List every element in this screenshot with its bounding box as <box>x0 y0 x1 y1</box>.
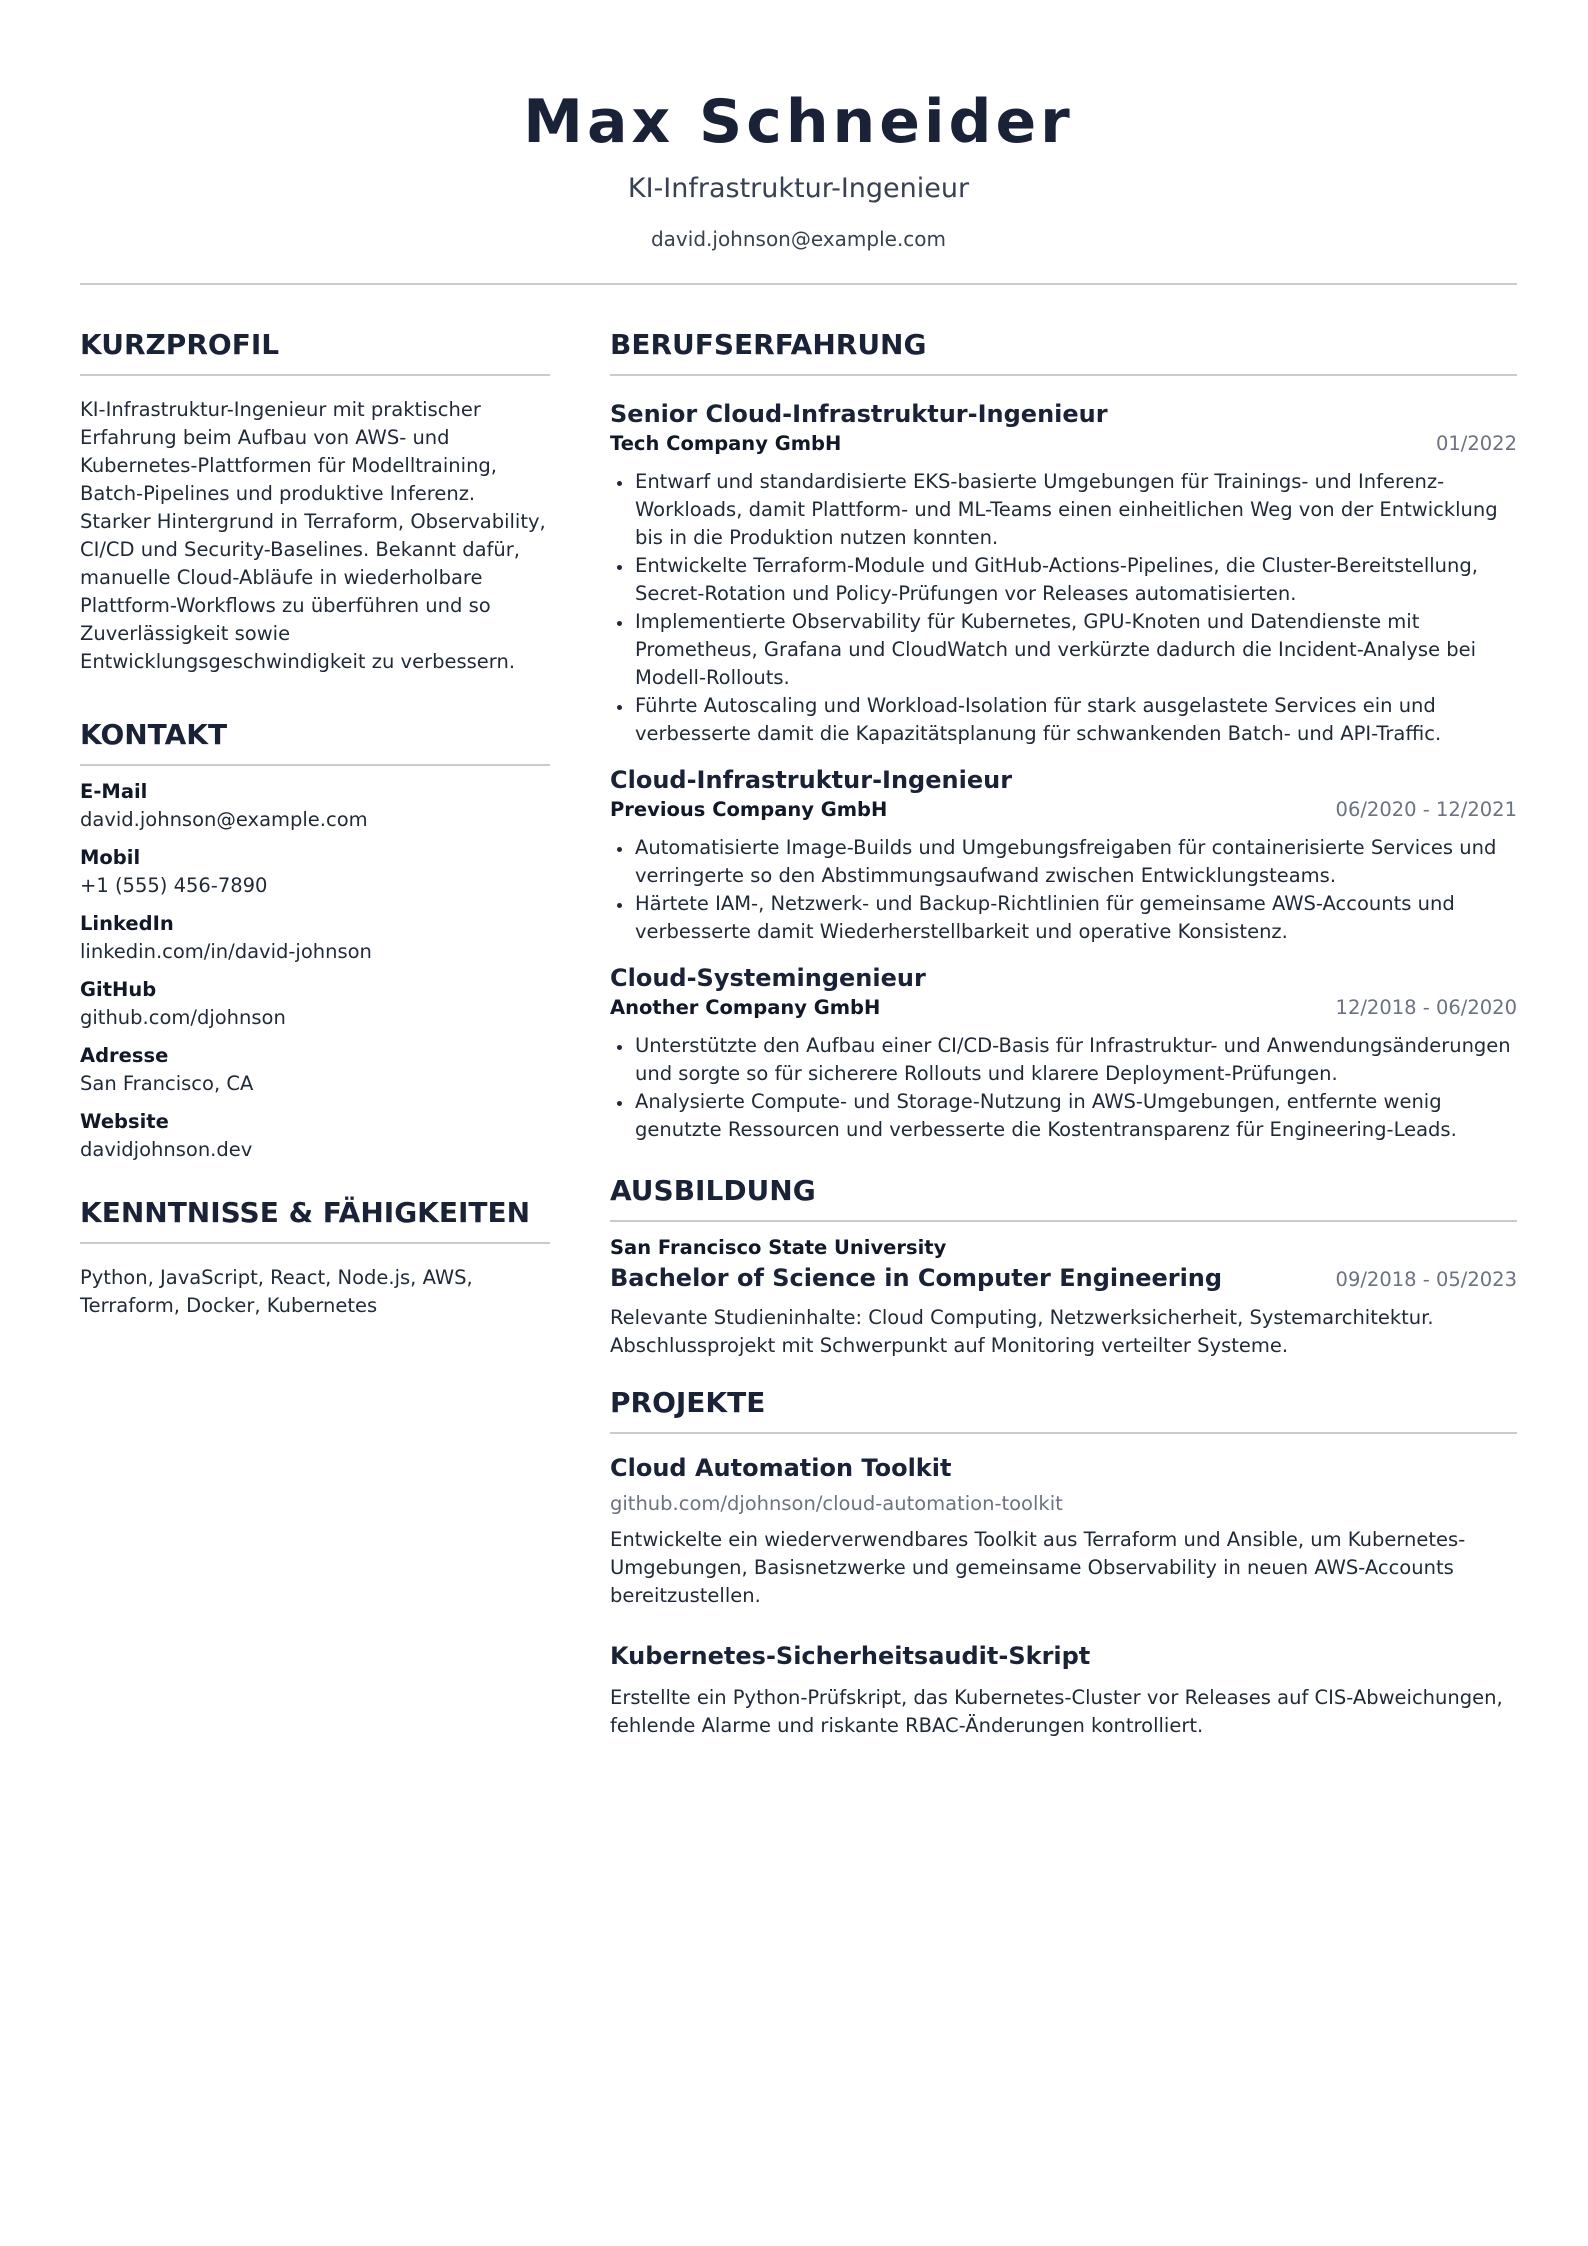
education-date: 09/2018 - 05/2023 <box>1335 1268 1517 1291</box>
job-entry <box>610 962 1517 1144</box>
summary-section <box>80 326 550 676</box>
right-column <box>610 326 1517 1740</box>
contact-github[interactable]: github.com/djohnson <box>80 1006 286 1029</box>
list-item: Härtete IAM-, Netzwerk- und Backup-Richtlinien für gemeinsame AWS-Accounts und verbesserte damit Wiederherstellbarkeit und operative Konsistenz. <box>635 890 1517 946</box>
list-item: Automatisierte Image-Builds und Umgebungsfreigaben für containerisierte Services und verringerte so den Abstimmungsaufwand zwischen Entwicklungsteams. <box>635 834 1517 890</box>
education-section <box>610 1172 1517 1360</box>
contact-label: E-Mail <box>80 780 148 803</box>
job-bullets <box>610 1032 1517 1144</box>
contact-email[interactable]: david.johnson@example.com <box>80 808 368 831</box>
candidate-name: Max Schneider <box>523 87 1074 157</box>
education-text: Relevante Studieninhalte: Cloud Computing, Netzwerksicherheit, Systemarchitektur. Abschlussprojekt mit Schwerpunkt auf Monitoring verteilter Systeme. <box>610 1306 1434 1357</box>
contact-section <box>80 716 550 1164</box>
job-date: 01/2022 <box>1435 432 1517 455</box>
resume-header <box>80 84 1517 252</box>
contact-label: LinkedIn <box>80 912 174 935</box>
list-item: Unterstützte den Aufbau einer CI/CD-Basis für Infrastruktur- und Anwendungsänderungen und sorgte so für sicherere Rollouts und klarere Deployment-Prüfungen. <box>635 1032 1517 1088</box>
list-item: Implementierte Observability für Kubernetes, GPU-Knoten und Datendienste mit Prometheus, Grafana und CloudWatch und verkürzte dadurch die Incident-Analyse bei Modell-Rollouts. <box>635 608 1517 692</box>
job-date: 12/2018 - 06/2020 <box>1335 996 1517 1019</box>
left-column <box>80 326 550 1320</box>
contact-item <box>80 1108 550 1164</box>
job-title: Cloud-Infrastruktur-Ingenieur <box>610 766 1013 794</box>
job-meta <box>610 796 1517 824</box>
header-email[interactable]: david.johnson@example.com <box>650 227 947 251</box>
contact-linkedin[interactable]: linkedin.com/in/david-johnson <box>80 940 372 963</box>
contact-item <box>80 778 550 834</box>
contact-item <box>80 1042 550 1098</box>
section-heading-contact: KONTAKT <box>80 716 550 766</box>
section-heading-education: AUSBILDUNG <box>610 1172 1517 1222</box>
job-company: Previous Company GmbH <box>610 798 888 821</box>
job-entry <box>610 764 1517 946</box>
contact-label: Website <box>80 1110 169 1133</box>
project-text: Erstellte ein Python-Prüfskript, das Kubernetes-Cluster vor Releases auf CIS-Abweichungen, fehlende Alarme und riskante RBAC-Änderungen kontrolliert. <box>610 1686 1503 1737</box>
contact-item <box>80 910 550 966</box>
job-meta <box>610 994 1517 1022</box>
contact-website[interactable]: davidjohnson.dev <box>80 1138 253 1161</box>
skills-section <box>80 1194 550 1320</box>
job-bullets <box>610 834 1517 946</box>
job-meta <box>610 430 1517 458</box>
education-row <box>610 1262 1517 1294</box>
experience-section <box>610 326 1517 1144</box>
candidate-title: KI-Infrastruktur-Ingenieur <box>627 173 970 204</box>
project-entry <box>610 1452 1517 1610</box>
education-degree: Bachelor of Science in Computer Engineering <box>610 1264 1223 1292</box>
project-text: Entwickelte ein wiederverwendbares Toolkit aus Terraform und Ansible, um Kubernetes-Umgebungen, Basisnetzwerke und gemeinsame Observability in neuen AWS-Accounts bereitzustellen. <box>610 1528 1466 1607</box>
contact-item <box>80 844 550 900</box>
contact-label: Mobil <box>80 846 141 869</box>
job-entry <box>610 398 1517 748</box>
job-date: 06/2020 - 12/2021 <box>1335 798 1517 821</box>
contact-label: GitHub <box>80 978 157 1001</box>
project-link[interactable]: github.com/djohnson/cloud-automation-toolkit <box>610 1492 1063 1515</box>
projects-section <box>610 1384 1517 1740</box>
list-item: Entwarf und standardisierte EKS-basierte Umgebungen für Trainings- und Inferenz-Workloads, damit Plattform- und ML-Teams einen einheitlichen Weg von der Entwicklung bis in die Produktion nutzen konnten. <box>635 468 1517 552</box>
job-company: Tech Company GmbH <box>610 432 842 455</box>
list-item: Entwickelte Terraform-Module und GitHub-Actions-Pipelines, die Cluster-Bereitstellung, Secret-Rotation und Policy-Prüfungen vor Releases automatisierten. <box>635 552 1517 608</box>
education-school: San Francisco State University <box>610 1236 947 1259</box>
job-title: Senior Cloud-Infrastruktur-Ingenieur <box>610 400 1108 428</box>
list-item: Führte Autoscaling und Workload-Isolation für stark ausgelastete Services ein und verbesserte damit die Kapazitätsplanung für schwankenden Batch- und API-Traffic. <box>635 692 1517 748</box>
job-title: Cloud-Systemingenieur <box>610 964 926 992</box>
contact-item <box>80 976 550 1032</box>
skills-text: Python, JavaScript, React, Node.js, AWS, Terraform, Docker, Kubernetes <box>80 1266 473 1317</box>
header-divider <box>80 283 1517 285</box>
contact-label: Adresse <box>80 1044 169 1067</box>
project-entry <box>610 1640 1517 1740</box>
contact-phone[interactable]: +1 (555) 456-7890 <box>80 874 268 897</box>
project-title: Kubernetes-Sicherheitsaudit-Skript <box>610 1642 1091 1670</box>
summary-text: KI-Infrastruktur-Ingenieur mit praktischer Erfahrung beim Aufbau von AWS- und Kubernetes-Plattformen für Modelltraining, Batch-Pipelines und produktive Inferenz. Starker Hintergrund in Terraform, Observability, CI/CD und Security-Baselines. Bekannt dafür, manuelle Cloud-Abläufe in wiederholbare Plattform-Workflows zu überführen und so Zuverlässigkeit sowie Entwicklungsgeschwindigkeit zu verbessern. <box>80 398 546 673</box>
job-company: Another Company GmbH <box>610 996 881 1019</box>
section-heading-skills: KENNTNISSE & FÄHIGKEITEN <box>80 1194 550 1244</box>
project-title: Cloud Automation Toolkit <box>610 1454 952 1482</box>
job-bullets <box>610 468 1517 748</box>
list-item: Analysierte Compute- und Storage-Nutzung in AWS-Umgebungen, entfernte wenig genutzte Ressourcen und verbesserte die Kostentransparenz für Engineering-Leads. <box>635 1088 1517 1144</box>
contact-address: San Francisco, CA <box>80 1072 254 1095</box>
section-heading-experience: BERUFSERFAHRUNG <box>610 326 1517 376</box>
section-heading-projects: PROJEKTE <box>610 1384 1517 1434</box>
section-heading-summary: KURZPROFIL <box>80 326 550 376</box>
